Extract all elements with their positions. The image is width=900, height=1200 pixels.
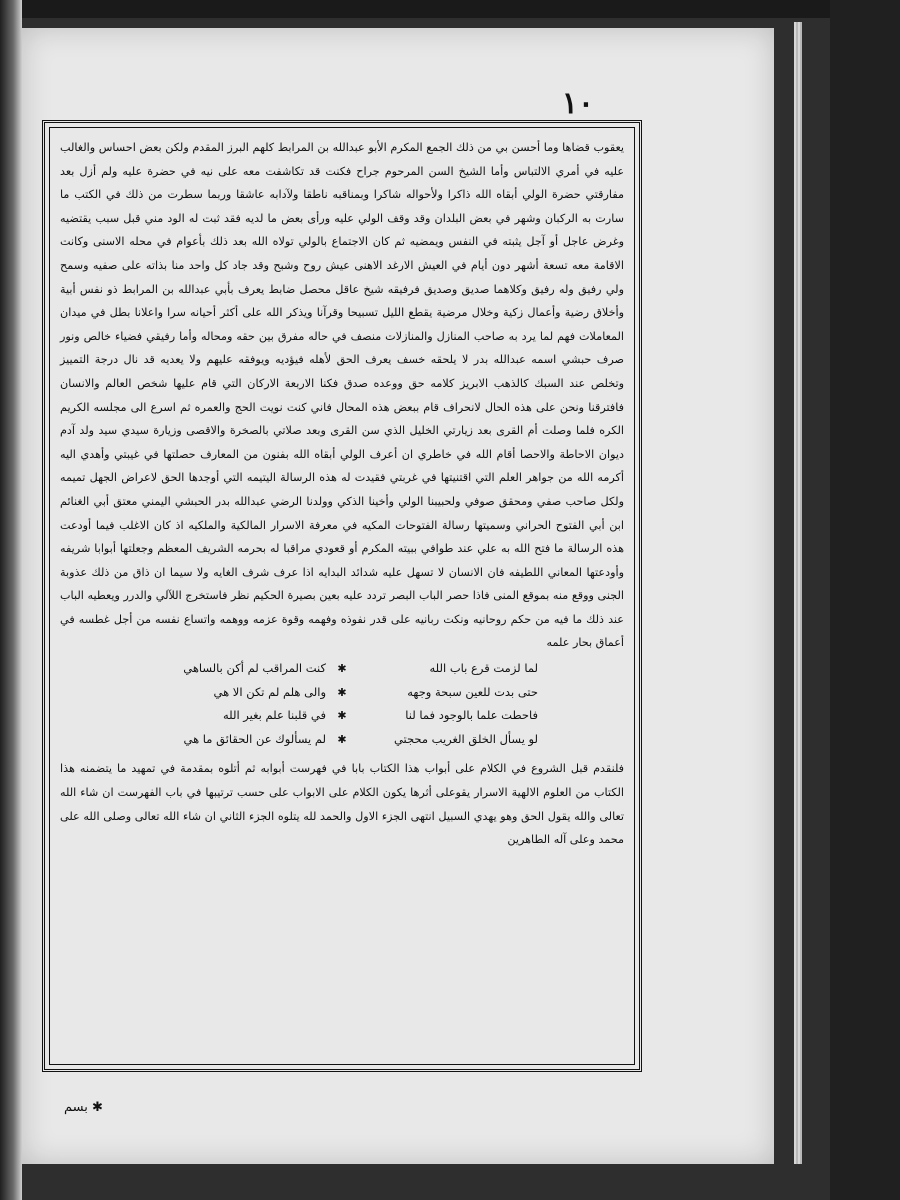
verse-separator-icon: ✱ xyxy=(337,732,347,746)
verse-second-hemistich: والى هلم لم تكن الا هي xyxy=(213,684,326,699)
body-paragraph-2: فلنقدم قبل الشروع في الكلام على أبواب هذا الكتاب بابا في فهرست أبوابه ثم أتلوه بمقدمة في تمهيد ما يتضمنه هذا الكتاب من العلوم الالهية الاسرار يقوعلى أثرها يكون الكلام على الابواب على حسب ترتيبها في باب الفهرست ان شاء الله تعالى والله يقول الحق وهو يهدي السبيل انتهى الجزء الاول والحمد لله يتلوه الجزء الثاني ان شاء الله تعالى وصلى الله على محمد وعلى آله الطاهرين xyxy=(60,762,624,847)
verse-separator-icon: ✱ xyxy=(337,662,347,676)
manuscript-page xyxy=(22,28,774,1164)
scan-right-edge xyxy=(830,0,900,1200)
binding-gutter xyxy=(0,0,22,1200)
poem-verse xyxy=(60,681,624,705)
poem xyxy=(60,657,624,751)
poem-verse xyxy=(60,657,624,681)
verse-separator-icon: ✱ xyxy=(337,709,347,723)
verse-first-hemistich: لو يسأل الخلق الغريب محجتي xyxy=(393,731,538,746)
poem-verse xyxy=(60,704,624,728)
text-frame xyxy=(42,120,642,1072)
verse-second-hemistich: كنت المراقب لم أكن بالساهي xyxy=(183,661,326,676)
page-number: ١٠ xyxy=(561,86,594,121)
catchword-mark-icon: ✱ xyxy=(92,1100,103,1115)
scan-top-edge xyxy=(0,0,900,18)
text-frame-inner xyxy=(49,127,635,1065)
catchword-text: بسم xyxy=(64,1100,88,1115)
verse-first-hemistich: حتى بدت للعين سبحة وجهه xyxy=(407,684,538,699)
verse-separator-icon: ✱ xyxy=(337,685,347,699)
verse-first-hemistich: لما لزمت قرع باب الله xyxy=(429,661,538,676)
catchword xyxy=(64,1100,103,1115)
verse-second-hemistich: في قلبنا علم بغير الله xyxy=(222,708,326,723)
body-paragraph-1: يعقوب قضاها وما أحسن بي من ذلك الجمع المكرم الأبو عبدالله بن المرابط كلهم البرز المقدم ولكن بعض احساس والغالب عليه في أمري الالتباس وأما الشيخ السن المرحوم جراح فكنت قد تكاشفت معه على نيه في حضرة عليه ولم أزل بعد مفارقتي حضرة الولي أبقاه الله ذاكرا ولأحواله شاكرا وبمناقبه ناطقا ولآدابه عاشقا وربما سطرت من ذلك في الكتب ما سارت به الركبان وشهر في بعض البلدان وقد وقف الولي عليه ورأى بعض ما لديه فقد ثبت له الود مني قبل سبب يقتضيه وغرض عاجل أو آجل يثبته في النفس ويمضيه ثم كان الاجتماع بالولي تولاه الله بعد ذلك بأعوام في محله الاسنى وكانت الاقامة معه تسعة أشهر دون أيام في العيش الارغد الاهنى عيش روح وشبح وقد جاد كل واحد منا بذاته على صفيه وسمح ولي رفيق وله رفيق وكلاهما صديق وصديق فرفيقه شيخ عاقل محصل ضابط يعرف بأبي عبدالله بن المرابط ذو نفس أبية وأخلاق رضية وأعمال زكية وخلال مرضية يقطع الليل تسبيحا وقرآنا ويذكر الله على أكثر أحيانه سرا واعلانا بطل في ميدان المعاملات فهم لما يرد به صاحب المنازل والمنازلات منصف في حاله مفرق بين حقه ومحاله وأما رفيقي فضياء خالص ونور صرف حبشي اسمه عبدالله بدر لا يلحقه خسف يعرف الحق لأهله فيؤديه ويوفقه عليهم ولا يعديه قد نال درجة التمييز وتخلص عند السبك كالذهب الابريز كلامه حق ووعده صدق فكنا الاربعة الاركان التي قام عليها شخص العالم والانسان فافترقنا ونحن على هذه الحال لانحراف قام ببعض هذه المحال فاني كنت نويت الحج والعمره ثم اسرع الى مجلسه الكريم الكره فلما وصلت أم القرى بعد زيارتي الخليل الذي سن القرى وبعد صلاتي بالصخرة والاقصى وزيارة سيدي سيد ولد آدم ديوان الاحاطة والاحصا أقام الله في خاطري ان أعرف الولي أبقاه الله بفنون من المعارف حصلتها في غيبتي وأهدي اليه أكرمه الله من جواهر العلم التي اقتنيتها في غربتي فقيدت له هذه الرسالة اليتيمه التي أوجدها الحق لاعراض الجهل تميمه ولكل صاحب صفي ومحقق صوفي ولحبيبنا الولي وأخينا الذكي وولدنا الرضي عبدالله بدر الحبشي اليمني معتق أبي الغنائم ابن أبي الفتوح الحراني وسميتها رسالة الفتوحات المكيه في معرفة الاسرار المالكية والملكيه اذ كان الاغلب فيما أودعت هذه الرسالة ما فتح الله به علي عند طوافي ببيته المكرم أو قعودي مراقبا له بحرمه الشريف المعظم وجعلتها أبوابا شريفه وأودعتها المعاني اللطيفه فان الانسان لا تسهل عليه شدائد البدايه اذا عرف شرف الغايه ولا سيما ان ذاق من ذلك عذوبة الجنى ووقع منه بموقع المنى فاذا حصر الباب البصر تردد عليه بعين بصيرة الحكيم نظر فاستخرج اللآلي والدرر ويعطيه الباب عند ذلك ما فيه من حكم روحانيه ونكت ربانيه على قدر نفوذه وفهمه وقوة عزمه ووهمه واتساع نفسه من أجل غطسه في أعماق بحار علمه xyxy=(60,141,624,650)
verse-first-hemistich: فاحطت علما بالوجود فما لنا xyxy=(405,708,538,723)
poem-verse xyxy=(60,728,624,752)
page-stack-edges xyxy=(794,22,802,1164)
verse-second-hemistich: لم يسألوك عن الحقائق ما هي xyxy=(183,731,326,746)
